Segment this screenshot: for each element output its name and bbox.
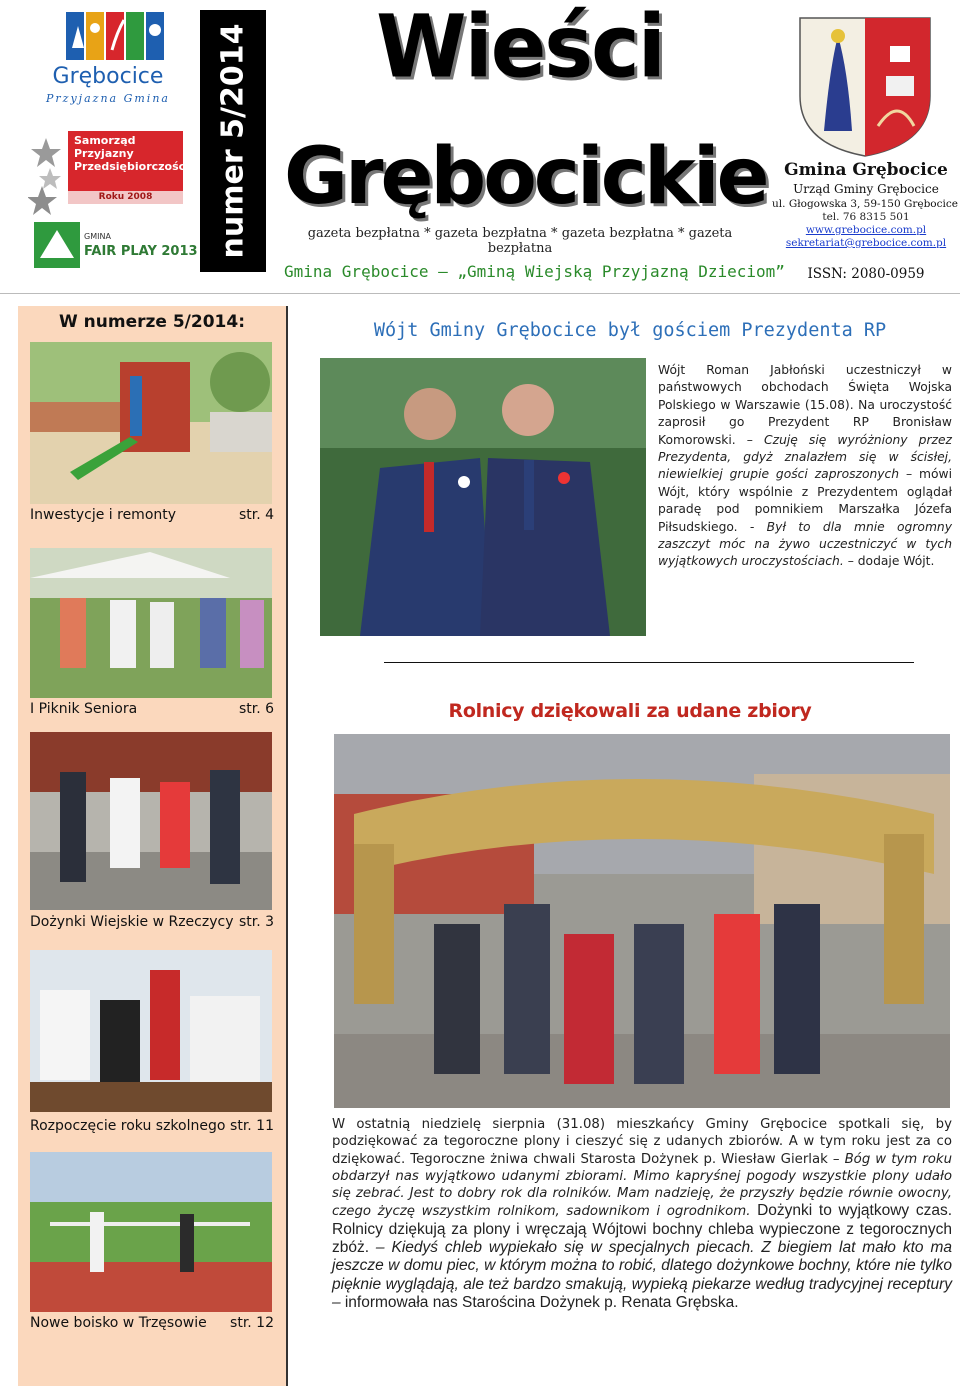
contact-address: ul. Głogowska 3, 59-150 Grębocice — [772, 198, 958, 210]
harvest-procession-photo — [334, 734, 950, 1108]
slogan: Gmina Grębocice – „Gminą Wiejską Przyjazną Dzieciom” — [284, 262, 785, 281]
contact-gmina-name: Gmina Grębocice — [784, 160, 948, 180]
issn: ISSN: 2080-0959 — [807, 266, 925, 282]
article-divider — [384, 662, 914, 663]
article1-headline: Wójt Gminy Grębocice był gościem Prezydenta RP — [373, 320, 887, 341]
issue-number: numer 5/2014 — [215, 23, 251, 259]
free-newspaper-line: gazeta bezpłatna * gazeta bezpłatna * gazeta bezpłatna * gazeta bezpłatna — [307, 226, 733, 256]
newspaper-title-line1: Wieści — [376, 0, 664, 98]
school-year-photo — [30, 950, 272, 1112]
article2-headline: Rolnicy dziękowali za udane zbiory — [448, 700, 812, 722]
newspaper-title-line2: Grębocickie — [284, 132, 767, 222]
logo-town-name: Grębocice — [52, 64, 164, 89]
article2-body: W ostatnią niedzielę sierpnia (31.08) mieszkańcy Gminy Grębocice spotkali się, by podziękować za tegoroczne plony i cieszyć się z udanych zbiorów. A w tym roku jest za co dziękować. Tegoroczne żniwa chwali Starosta Dożynek p. Wiesław Gierlak – Bóg w tym roku obdarzył nas wyjątkowo udanymi zbiorami. Mimo kapryśnej pogody wszystkie plony udało się zebrać. Jest to dobry rok dla rolników. Mam nadzieję, że przyszły będzie równie owocny, czego życzę wszystkim rolnikom, sadownikom i ogrodnikom. Dożynki to wyjątkowy czas. Rolnicy dziękują za plony i wręczają Wójtowi bochny chleba wypieczone z tegorocznych zbóż. – Kiedyś chleb wypiekało się w specjalnych piecach. Z biegiem lat mało kto ma jeszcze w domu piec, w którym można to robić, dlatego dożynkowe bochny, które nie tylko pięknie wyglądają, ale też bardzo smakują, wypieką piekarze według tradycyjnej receptury – informowała nas Starościna Dożynek p. Renata Grębska. — [332, 1117, 952, 1311]
coat-of-arms-icon — [798, 16, 932, 158]
harvest-festival-photo — [30, 732, 272, 910]
toc-item[interactable]: I Piknik Seniora str. 6 — [30, 701, 274, 717]
sports-field-photo — [30, 1152, 272, 1312]
contact-website-link[interactable]: www.grebocice.com.pl — [805, 224, 927, 236]
article1-body: Wójt Roman Jabłoński uczestniczył w państwowych obchodach Święta Wojska Polskiego w Warszawie (15.08). Na uroczystość zaprosił go Prezydent RP Bronisław Komorowski. – Czuję się wyróżniony przez Prezydenta, gdyż znalazłem się w ścisłej, niewielkiej grupie gości zaproszonych – mówi Wójt, który wspólnie z Prezydentem oglądał paradę pod pomnikiem Marszałka Józefa Piłsudskiego. - Był to dla mnie ogromny zaszczyt móc na żywo uczestniczyć w tych wyjątkowych uroczystościach. – dodaje Wójt. — [658, 363, 952, 569]
fairplay-small: GMINA — [84, 232, 111, 241]
logo-tagline: Przyjazna Gmina — [46, 92, 170, 105]
toc-item[interactable]: Inwestycje i remonty str. 4 — [30, 507, 274, 523]
president-photo — [320, 358, 646, 636]
toc-item[interactable]: Rozpoczęcie roku szkolnego str. 11 — [30, 1118, 274, 1134]
toc-item[interactable]: Nowe boisko w Trzęsowie str. 12 — [30, 1315, 274, 1331]
toc-title: W numerze 5/2014: — [59, 312, 245, 332]
fairplay-label: FAIR PLAY 2013 — [84, 244, 198, 259]
contact-phone: tel. 76 8315 501 — [822, 211, 910, 223]
masthead-logos — [28, 8, 198, 278]
contact-office: Urząd Gminy Grębocice — [793, 182, 939, 196]
award-year: Roku 2008 — [98, 192, 153, 202]
toc-item[interactable]: Dożynki Wiejskie w Rzeczycy str. 3 — [30, 914, 274, 930]
playground-photo — [30, 342, 272, 504]
award-text: Samorząd Przyjazny Przedsiębiorczości — [74, 134, 189, 173]
contact-email-link[interactable]: sekretariat@grebocice.com.pl — [785, 237, 947, 249]
header-divider — [0, 293, 960, 294]
senior-picnic-photo — [30, 548, 272, 698]
